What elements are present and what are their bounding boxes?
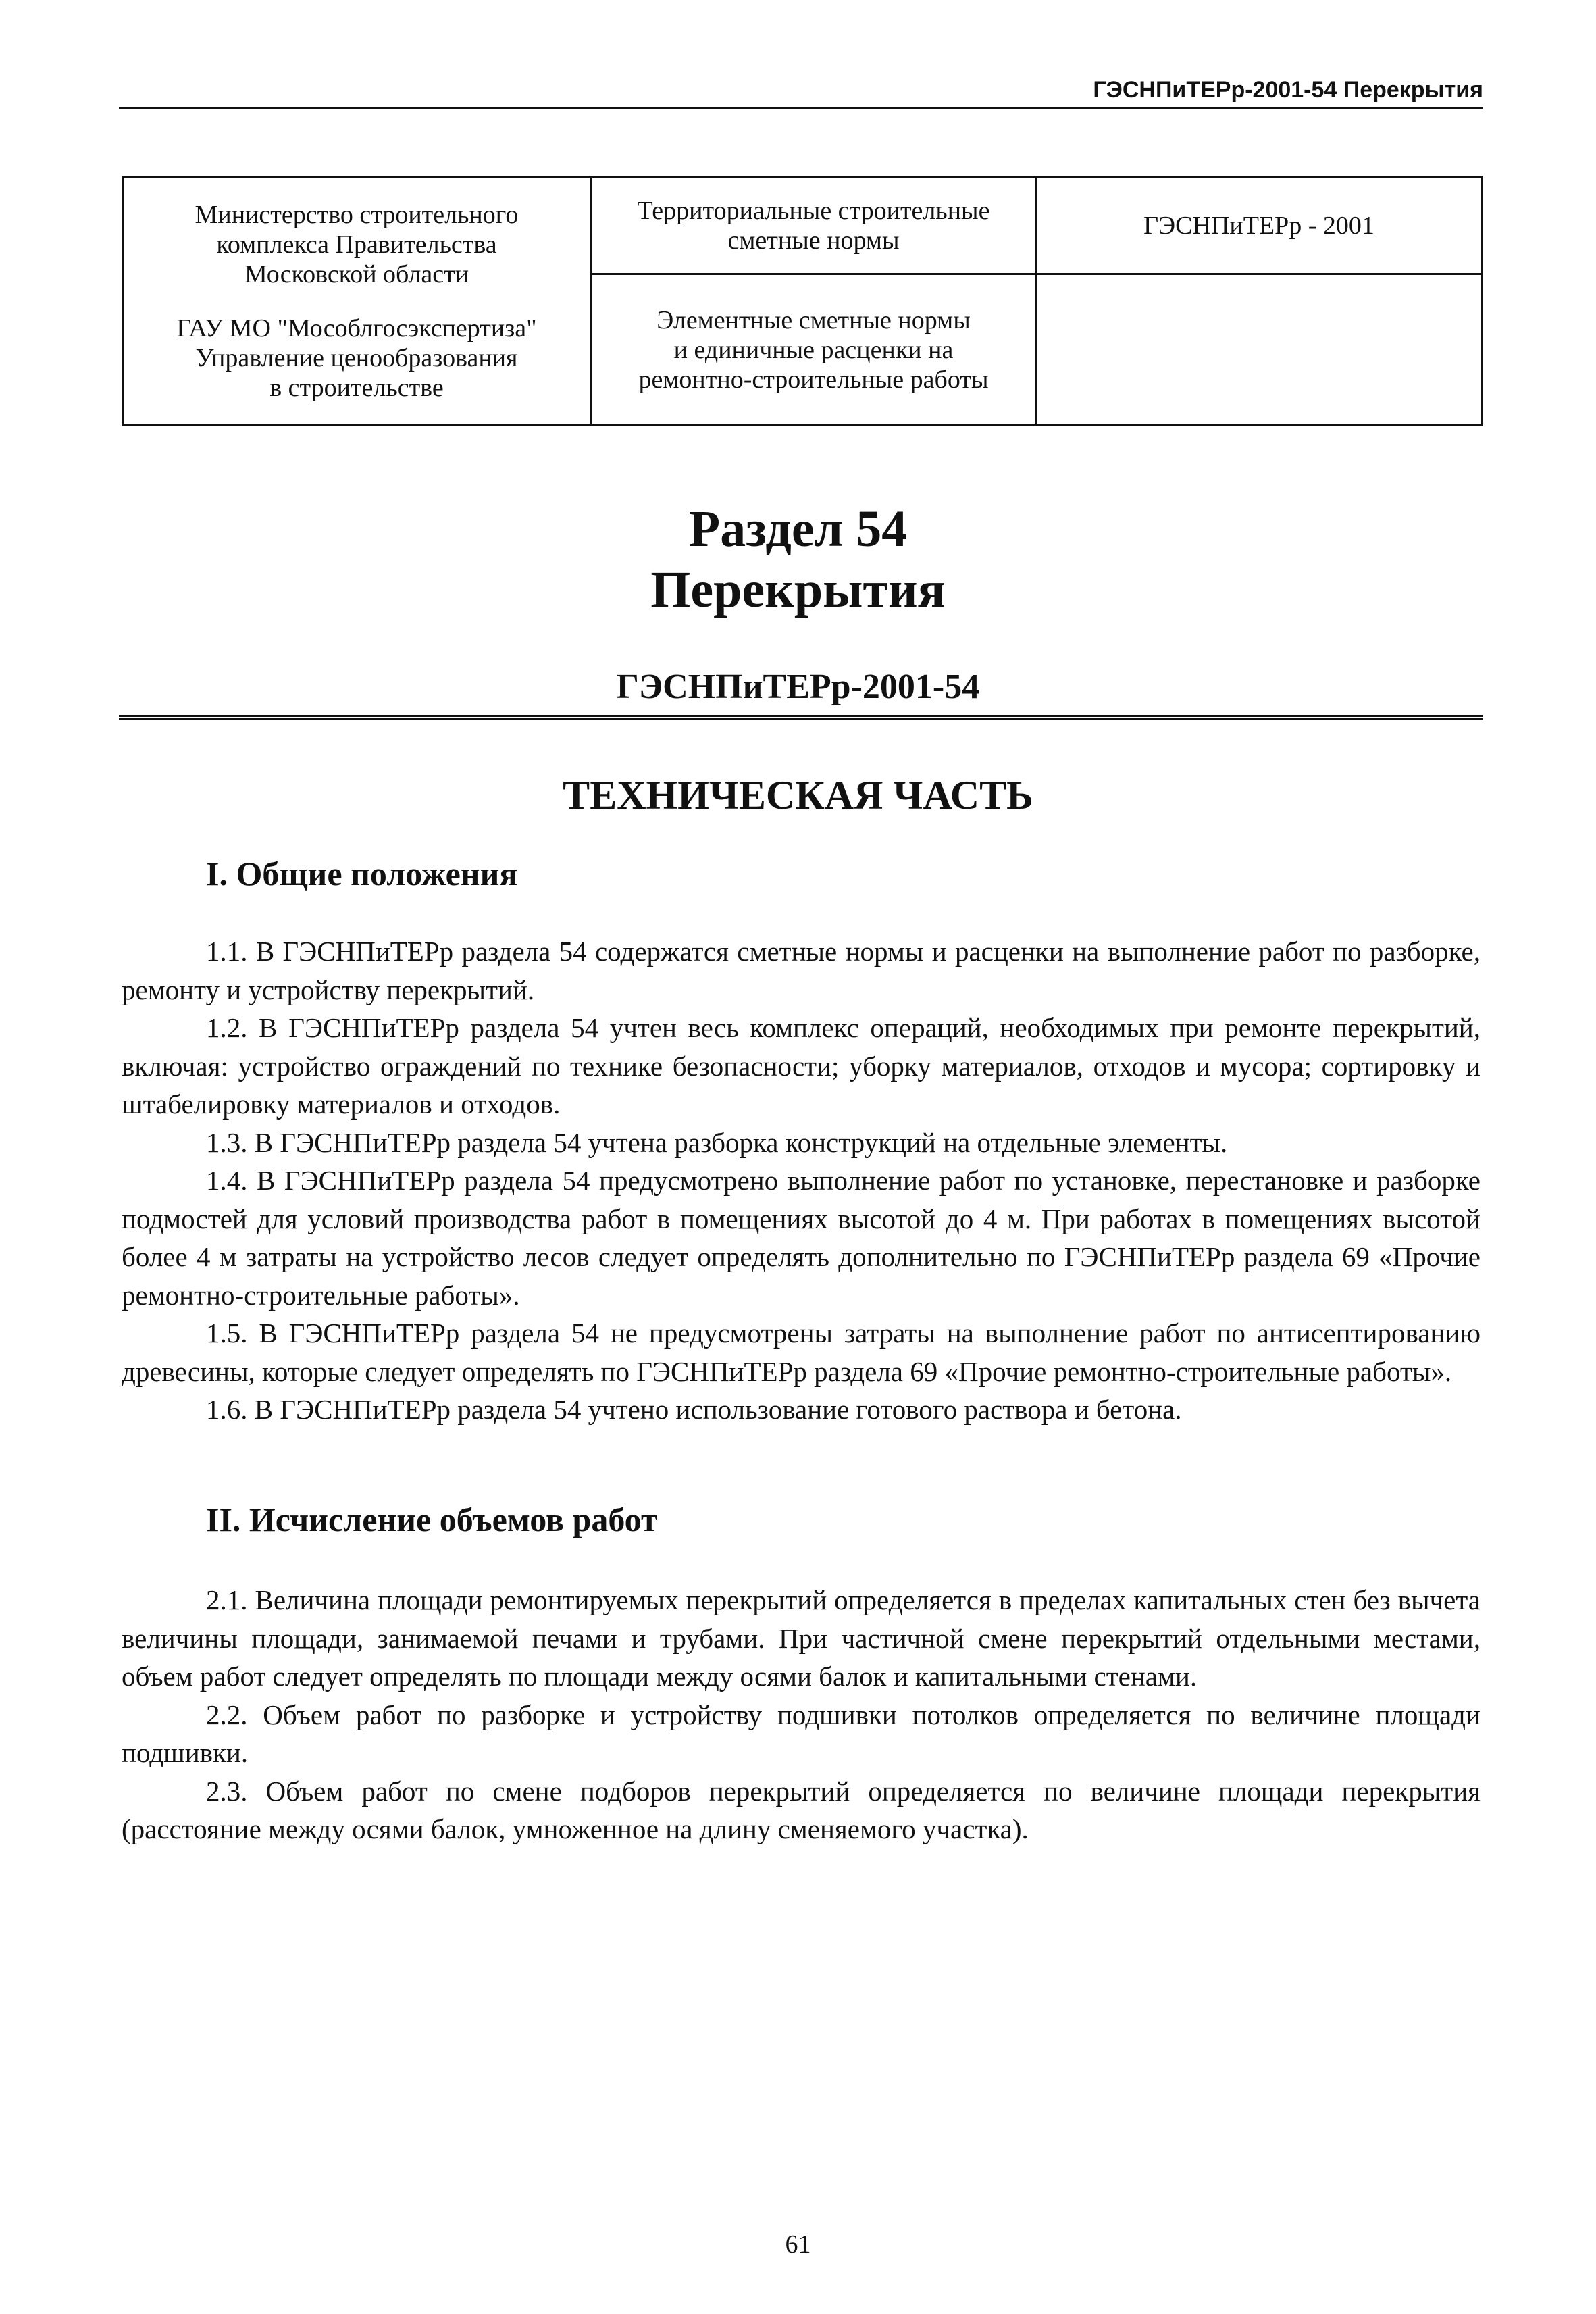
double-rule	[119, 715, 1483, 720]
ministry-line: Московской области	[244, 259, 469, 288]
norm-code: ГЭСНПиТЕРр - 2001	[1143, 211, 1374, 240]
ministry-line: Министерство строительного	[195, 200, 519, 229]
volumes-text	[122, 1581, 1481, 1848]
norm-code-cell	[1037, 177, 1482, 274]
paragraph-1-1: 1.1. В ГЭСНПиТЕРр раздела 54 содержатся сметные нормы и расценки на выполнение работ по разборке, ремонту и устройству перекрытий.	[122, 936, 1481, 1005]
header-table	[122, 176, 1483, 426]
running-header: ГЭСНПиТЕРр-2001-54 Перекрытия	[1093, 77, 1483, 103]
section-number-title: Раздел 54	[688, 501, 908, 557]
paragraph-2-2: 2.2. Объем работ по разборке и устройству подшивки потолков определяется по величине площади подшивки.	[122, 1699, 1481, 1768]
empty-cell	[1037, 274, 1482, 426]
paragraph-1-3: 1.3. В ГЭСНПиТЕРр раздела 54 учтена разборка конструкций на отдельные элементы.	[206, 1126, 1228, 1158]
paragraph-2-3: 2.3. Объем работ по смене подборов перекрытий определяется по величине площади перекрытия (расстояние между осями балок, умноженное на длину сменяемого участка).	[122, 1775, 1481, 1844]
expertise-block	[133, 313, 580, 403]
norm-desc-line: ремонтно-строительные работы	[638, 365, 989, 394]
norm-type-cell	[591, 177, 1037, 274]
tech-part-title: ТЕХНИЧЕСКАЯ ЧАСТЬ	[563, 773, 1033, 818]
ministry-line: комплекса Правительства	[216, 230, 497, 259]
expertise-line: Управление ценообразования	[195, 343, 518, 372]
paragraph-1-5: 1.5. В ГЭСНПиТЕРр раздела 54 не предусмотрены затраты на выполнение работ по антисептированию древесины, которые следует определять по ГЭСНПиТЕРр раздела 69 «Прочие ремонтно-строительные работы».	[122, 1317, 1481, 1387]
expertise-line: в строительстве	[269, 373, 444, 402]
norm-desc-line: и единичные расценки на	[673, 335, 954, 364]
paragraph-2-1: 2.1. Величина площади ремонтируемых перекрытий определяется в пределах капитальных стен без вычета величины площади, занимаемой печами и трубами. При частичной смене перекрытий отдельными местами, объем работ следует определять по площади между осями балок и капитальными стенами.	[122, 1584, 1481, 1692]
expertise-line: ГАУ МО "Мособлгосэкспертиза"	[176, 313, 537, 343]
norm-type-line: Территориальные строительные	[637, 196, 990, 225]
paragraph-1-6: 1.6. В ГЭСНПиТЕРр раздела 54 учтено использование готового раствора и бетона.	[206, 1394, 1182, 1425]
norm-desc-line: Элементные сметные нормы	[657, 305, 971, 334]
paragraph-1-2: 1.2. В ГЭСНПиТЕРр раздела 54 учтен весь комплекс операций, необходимых при ремонте перекрытий, включая: устройство ограждений по технике безопасности; уборку материалов, отходов и мусора; сортировку и штабелировку материалов и отходов.	[122, 1012, 1481, 1120]
norm-desc-cell	[591, 274, 1037, 426]
norm-type-line: сметные нормы	[727, 226, 900, 255]
section-code: ГЭСНПиТЕРр-2001-54	[616, 668, 980, 706]
subsection-general-title: I. Общие положения	[206, 855, 518, 892]
ministry-block	[133, 200, 580, 289]
page-number: 61	[785, 2230, 811, 2259]
paragraph-1-4: 1.4. В ГЭСНПиТЕРр раздела 54 предусмотрено выполнение работ по установке, перестановке и разборке подмостей для условий производства работ в помещениях высотой до 4 м. При работах в помещениях высотой более 4 м затраты на устройство лесов следует определять дополнительно по ГЭСНПиТЕРр раздела 69 «Прочие ремонтно-строительные работы».	[122, 1165, 1481, 1311]
general-provisions-text	[122, 932, 1481, 1429]
subsection-volumes-title: II. Исчисление объемов работ	[206, 1501, 658, 1538]
section-name-title: Перекрытия	[650, 561, 946, 618]
header-rule	[119, 107, 1483, 109]
organization-cell	[123, 177, 591, 426]
